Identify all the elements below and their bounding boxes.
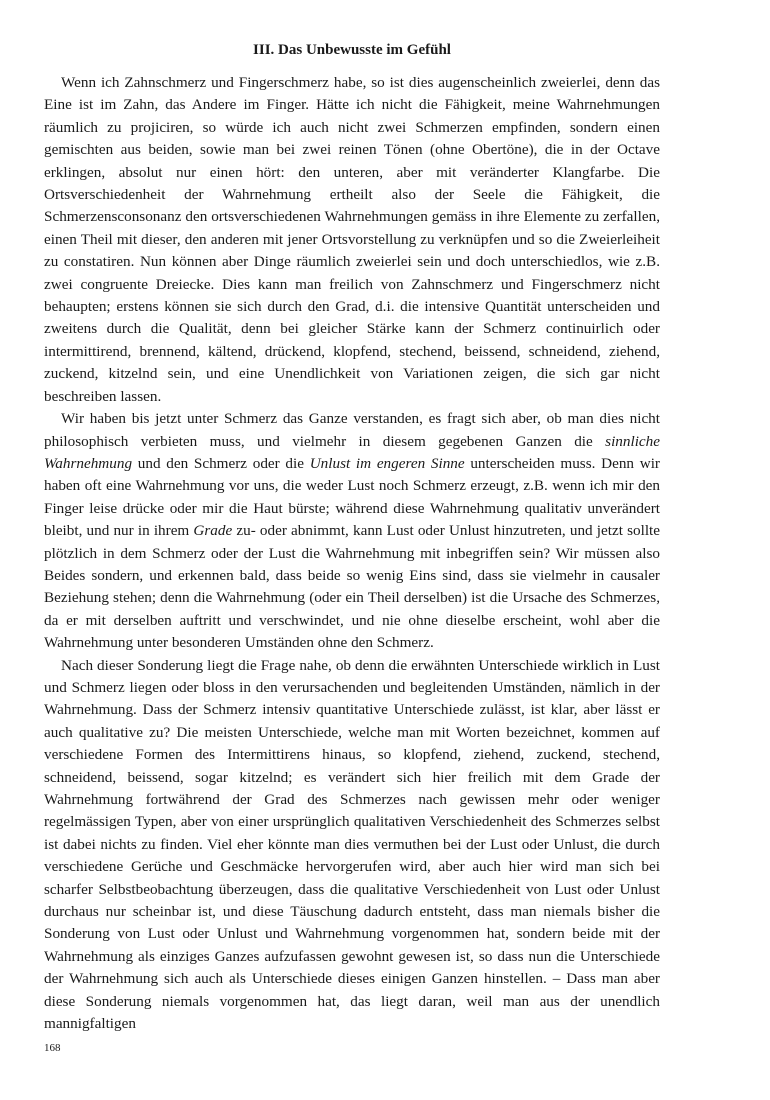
emphasis-sinnliche-wahrnehmung: sinnliche Wahrnehmung (44, 432, 660, 472)
paragraph-2-text-1: Wir haben bis jetzt unter Schmerz das Ganze verstanden, es fragt sich aber, ob man dies nicht philosophisch verbieten muss, und vielmehr in diesem gegebenen Ganzen die (44, 410, 660, 450)
emphasis-unlust-im-engeren-sinne: Unlust im engeren Sinne (309, 454, 465, 472)
paragraph-3: Nach dieser Sonderung liegt die Frage nahe, ob denn die erwähnten Unterschiede wirklich in Lust und Schmerz liegen oder bloss in den verursachenden und begleitenden Umständen, nämlich in der Wahrnehmung. Dass der Schmerz intensiv quantitative Unterschiede zulässt, ist klar, aber lässt er auch qualitative zu? Die meisten Unterschiede, welche man mit Worten bezeichnet, kommen auf verschiedene Formen des Intermittirens hinaus, so klopfend, ziehend, zuckend, stechend, schneidend, beissend, sogar kitzelnd; es verändert sich hier freilich mit dem Grade der Wahrnehmung fortwährend der Grad des Schmerzes nach gewissen mehr oder weniger regelmässigen Typen, aber von einer ursprünglich qualitativen Verschiedenheit des Schmerzes selbst ist dabei nichts zu finden. Viel eher könnte man dies vermuthen bei der Lust oder Unlust, die durch verschiedene Gerüche und Geschmäcke hervorgerufen wird, aber auch hier wird man sich bei scharfer Selbstbeobachtung überzeugen, dass die qualitative Verschiedenheit von Lust oder Unlust durchaus nur scheinbar ist, und diese Täuschung dadurch entsteht, dass man niemals bisher die Sonderung von Lust oder Unlust und Wahrnehmung vorgenommen hat, sondern beide mit der Wahrnehmung als einziges Ganzes aufzufassen gewohnt gewesen ist, so dass nun die Unterschiede der Wahrnehmung sich auch als Unterschiede dieses einigen Ganzen hinstellen. – Dass man aber diese Sonderung niemals vorgenommen hat, das liegt daran, weil man aus der unendlich mannigfaltigen (44, 656, 660, 1033)
paragraph-2-text-4: zu- oder abnimmt, kann Lust oder Unlust hinzutreten, und jetzt sollte plötzlich in dem Schmerz oder der Lust die Wahrnehmung mit inbegriffen sein? Wir müssen also Beides sondern, und erkennen bald, dass beide so wenig Eins sind, dass sie vielmehr in causaler Beziehung stehen; denn die Wahrnehmung (oder ein Theil derselben) ist die Ursache des Schmerzes, da er mit derselben auftritt und verschwindet, und nie ohne dieselbe erscheint, wohl aber die Wahrnehmung unter besonderen Umständen ohne den Schmerz. (44, 522, 660, 652)
paragraph-2-text-3: unterscheiden muss. Denn wir haben oft eine Wahrnehmung vor uns, die weder Lust noch Schmerz erzeugt, z.B. wenn ich mir den Finger leise drücke oder mir die Haut bürste; während diese Wahrnehmung qualitativ unverändert bleibt, und nur in ihrem (44, 454, 660, 540)
paragraph-2 (44, 408, 660, 654)
chapter-title: III. Das Unbewusste im Gefühl (253, 42, 451, 58)
paragraph-1: Wenn ich Zahnschmerz und Fingerschmerz habe, so ist dies augenscheinlich zweierlei, denn das Eine ist im Zahn, das Andere im Finger. Hätte ich nicht die Fähigkeit, meine Wahrnehmungen räumlich zu projiciren, so würde ich auch nicht zwei Schmerzen empfinden, sondern einen gemischten aus beiden, sowie man bei zwei reinen Tönen (ohne Obertöne), die in der Octave erklingen, absolut nur einen hört: den unteren, aber mit veränderter Klangfarbe. Die Ortsverschiedenheit der Wahrnehmung ertheilt also der Seele die Fähigkeit, die Schmerzensconsonanz den ortsverschiedenen Wahrnehmungen gemäss in ihre Elemente zu zerfallen, einen Theil mit dieser, den anderen mit jener Ortsvorstellung zu verknüpfen und so die Zweierleiheit zu constatiren. Nun können aber Dinge räumlich zweierlei sein und doch unterschiedlos, wie z.B. zwei congruente Dreiecke. Dies kann man freilich von Zahnschmerz und Fingerschmerz nicht behaupten; erstens können sie sich durch den Grad, d.i. die intensive Quantität unterscheiden und zweitens durch die Qualität, denn bei gleicher Stärke kann der Schmerz continuirlich oder intermittirend, brennend, kältend, drückend, klopfend, stechend, beissend, schneidend, ziehend, zuckend, kitzelnd sein, und eine Unendlichkeit von Variationen zeigen, die sich gar nicht beschreiben lassen. (44, 74, 660, 405)
emphasis-grade: Grade (193, 522, 233, 540)
page-body (44, 40, 660, 1035)
paragraph-2-text-2: und den Schmerz oder die (132, 454, 310, 472)
page-number: 168 (44, 1042, 61, 1054)
